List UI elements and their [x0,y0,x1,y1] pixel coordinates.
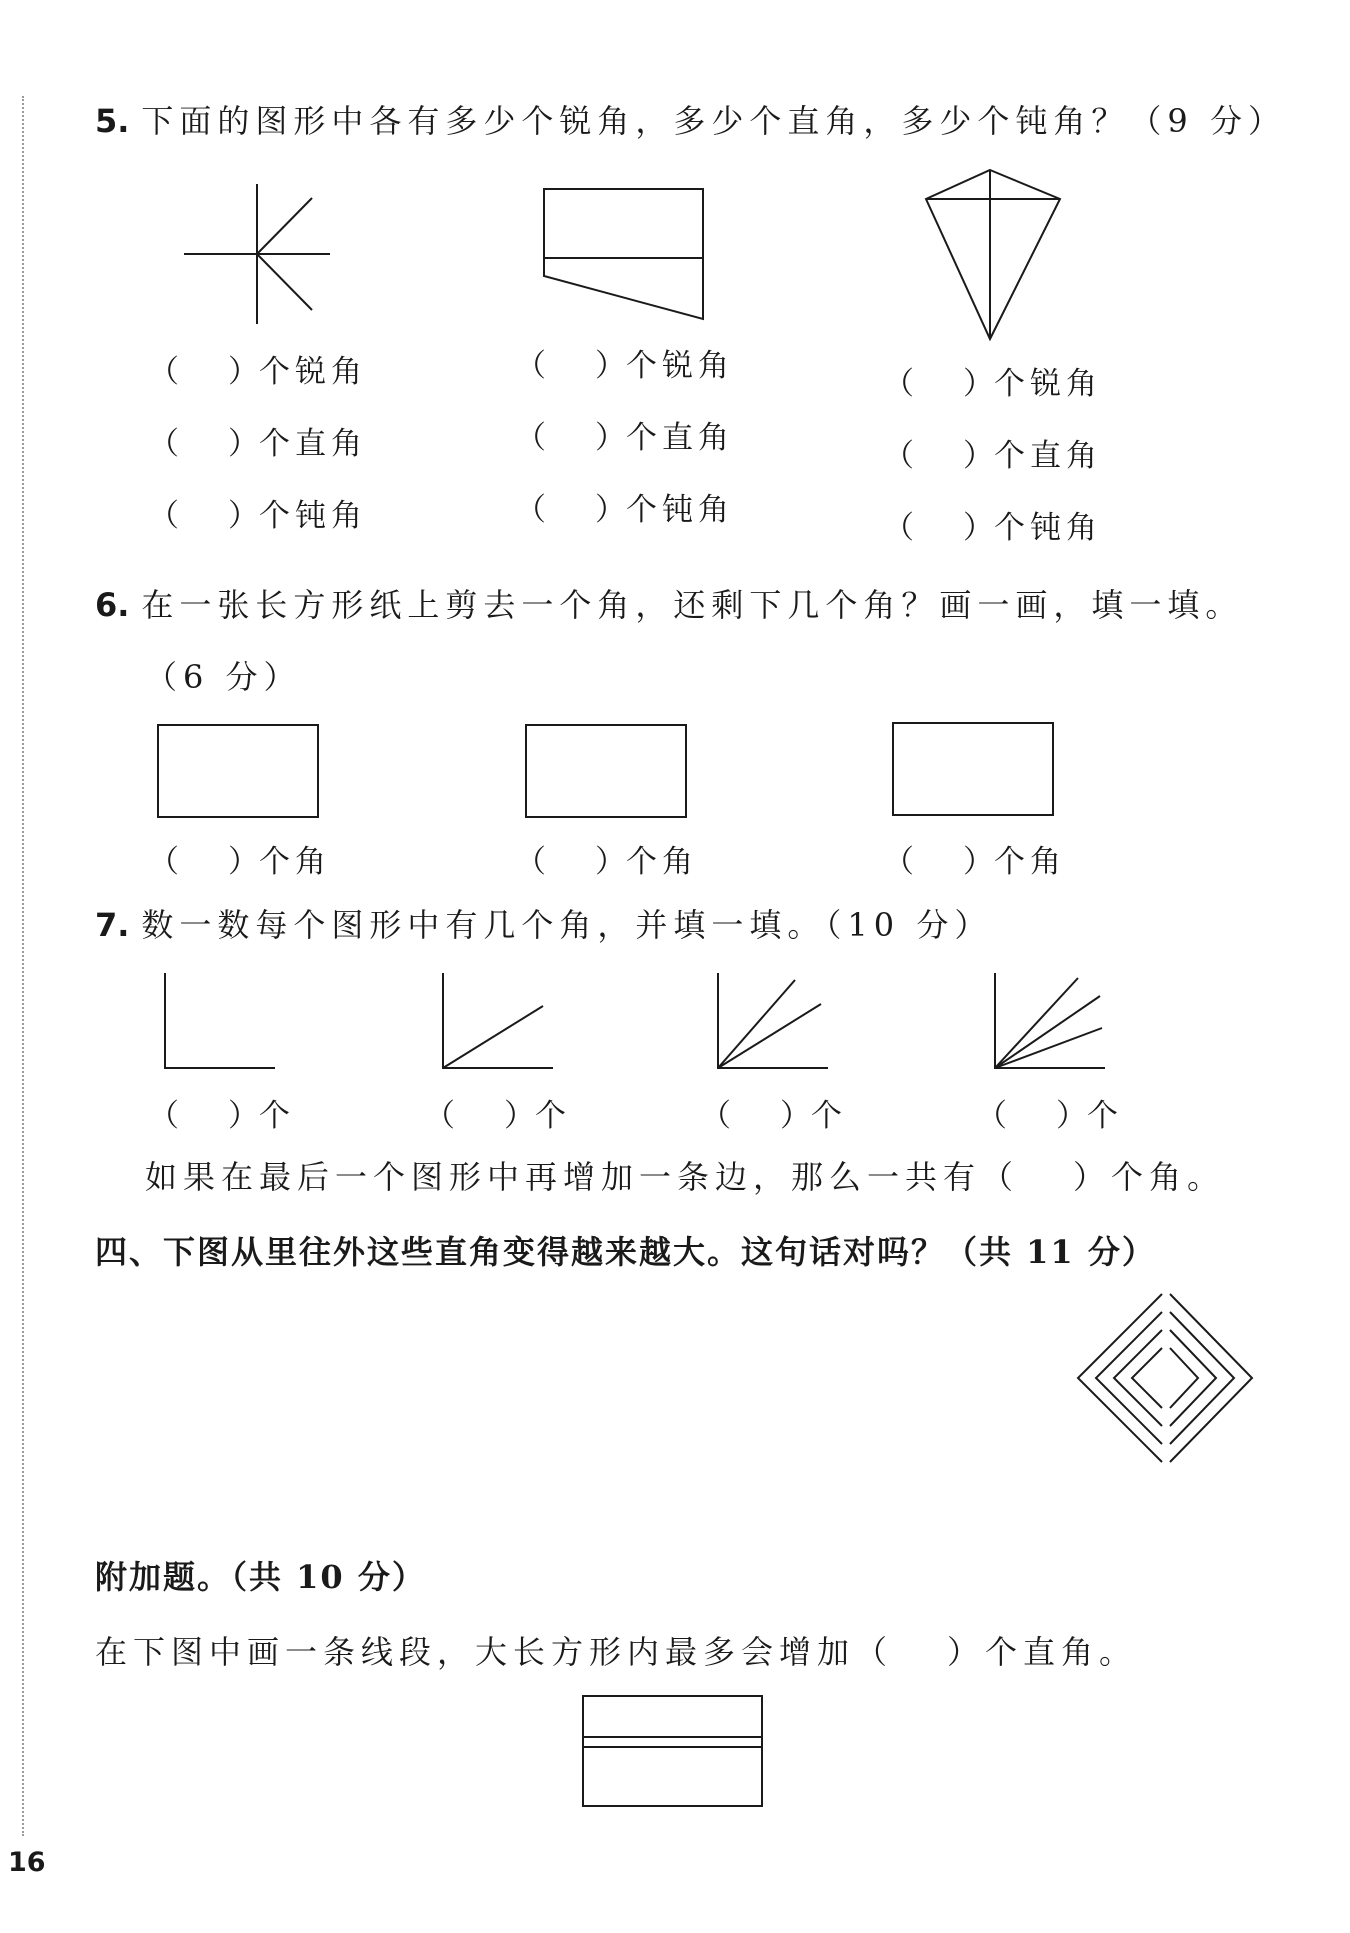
section4-question: 四、下图从里往外这些直角变得越来越大。这句话对吗？（共 11 分） [95,1233,1156,1271]
q6-text: 在一张长方形纸上剪去一个角，还剩下几个角？画一画，填一填。 [141,586,1244,624]
bonus-rectangle-figure[interactable] [580,1693,766,1811]
q6-score: （6 分） [145,658,302,696]
q6-question [95,580,1243,626]
bonus-question: 在下图中画一条线段，大长方形内最多会增加（ ）个直角。 [95,1633,1138,1671]
q5-fig1-acute-blank[interactable]: （ ）个锐角 [148,354,367,390]
q7-figure-3-four-rays [713,970,843,1075]
q7-answer-blank-1[interactable]: （ ）个 [148,1098,295,1134]
q6-answer-blank-2[interactable]: （ ）个角 [515,844,698,880]
q7-answer-blank-3[interactable]: （ ）个 [700,1098,847,1134]
q5-fig3-acute-blank[interactable]: （ ）个锐角 [883,366,1102,402]
page-number: 16 [8,1847,46,1878]
q6-answer-blank-1[interactable]: （ ）个角 [148,844,331,880]
section4-score: 11 [1026,1233,1075,1271]
q5-figure-rectangle-trapezoid [540,185,710,325]
q7-answer-blank-4[interactable]: （ ）个 [976,1098,1123,1134]
q6-number: 6. [95,586,130,624]
q5-fig2-acute-blank[interactable]: （ ）个锐角 [515,348,734,384]
q6-rectangle-1[interactable] [155,722,323,822]
q7-text: 数一数每个图形中有几个角，并填一填。（10 分） [141,906,993,944]
q6-rectangle-2[interactable] [523,722,691,822]
q7-answer-blank-2[interactable]: （ ）个 [424,1098,571,1134]
q5-fig1-obtuse-blank[interactable]: （ ）个钝角 [148,498,367,534]
binding-margin-line [22,96,24,1836]
q6-answer-blank-3[interactable]: （ ）个角 [883,844,1066,880]
bonus-score: 10 [296,1558,345,1596]
q7-followup: 如果在最后一个图形中再增加一条边，那么一共有（ ）个角。 [145,1158,1226,1196]
q6-rectangle-3[interactable] [890,720,1058,820]
q5-fig3-obtuse-blank[interactable]: （ ）个钝角 [883,510,1102,546]
q7-figure-2-three-rays [438,970,568,1075]
q5-fig3-right-blank[interactable]: （ ）个直角 [883,438,1102,474]
q7-number: 7. [95,906,130,944]
q5-text: 下面的图形中各有多少个锐角，多少个直角，多少个钝角？（9 分） [141,102,1286,140]
bonus-title: 附加题。（共 10 分） [95,1558,426,1596]
section4-nested-right-angles-figure [1068,1290,1258,1465]
q5-fig1-right-blank[interactable]: （ ）个直角 [148,426,367,462]
q7-question [95,900,992,946]
q5-number: 5. [95,102,130,140]
q5-fig2-right-blank[interactable]: （ ）个直角 [515,420,734,456]
q5-question [95,96,1286,142]
q5-figure-star-lines [180,180,340,330]
q5-fig2-obtuse-blank[interactable]: （ ）个钝角 [515,492,734,528]
q7-figure-4-five-rays [990,970,1120,1075]
q7-figure-1-two-rays [160,970,290,1075]
q5-figure-kite [920,165,1070,345]
